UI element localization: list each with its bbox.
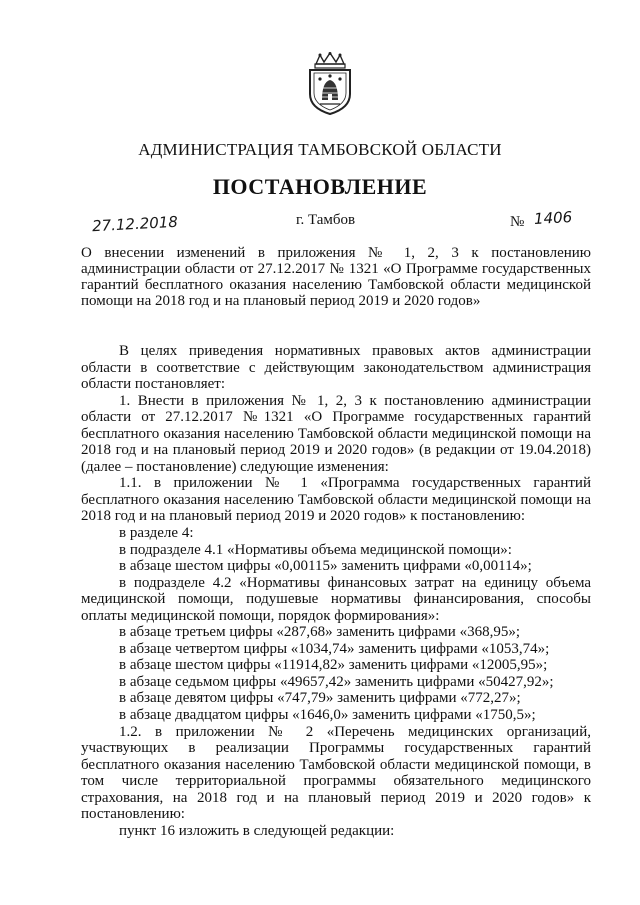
document-subject: О внесении изменений в приложения № 1, 2, 3 к постановлению администрации области от 27.12.2017 № 1321 «О Программе государственных гарантий бесплатного оказания населению Тамбовской области медицинской помощи на 2018 год и на плановый период 2019 и 2020 годов»: [81, 245, 591, 309]
point-16-line: пункт 16 изложить в следующей редакции:: [119, 822, 395, 839]
organization-name: АДМИНИСТРАЦИЯ ТАМБОВСКОЙ ОБЛАСТИ: [138, 140, 502, 159]
item-1-paragraph: 1. Внести в приложения № 1, 2, 3 к постановлению администрации области от 27.12.2017 №1321 «О Программе государственных гарантий бесплатного оказания населению Тамбовской области медицинской помощи на 2018 год и на плановый период 2019 и 2020 годов» (в редакции от 19.04.2018) (далее – постановление) следующие изменения:: [81, 392, 591, 475]
document-type-title: ПОСТАНОВЛЕНИЕ: [212, 174, 428, 199]
number-sign: №: [510, 214, 525, 230]
amend-paragraph-6b: в абзаце шестом цифры «11914,82» заменить цифрами «12005,95»;: [119, 657, 548, 674]
amend-paragraph-9: в абзаце девятом цифры «747,79» заменить цифрами «772,27»;: [119, 690, 521, 707]
subsection-4-1-line: в подразделе 4.1 «Нормативы объема медицинской помощи»:: [119, 541, 512, 558]
coat-of-arms-emblem: [304, 52, 356, 116]
city-name: г. Тамбов: [296, 212, 356, 228]
section-4-line: в разделе 4:: [119, 525, 194, 542]
amend-paragraph-3: в абзаце третьем цифры «287,68» заменить цифрами «368,95»;: [119, 624, 520, 641]
item-1-2-paragraph: 1.2. в приложении № 2 «Перечень медицинских организаций, участвующих в реализации Программы государственных гарантий бесплатного оказания населению Тамбовской области медицинской помощи, в том числе территориальной программы обязательного медицинского страхования, на 2018 год и на плановый период 2019 и 2020 годов» к постановлению:: [81, 723, 591, 823]
amend-paragraph-20: в абзаце двадцатом цифры «1646,0» заменить цифрами «1750,5»;: [119, 707, 536, 724]
handwritten-date: 27.12.2018: [91, 212, 179, 236]
item-1-1-paragraph: 1.1. в приложении № 1 «Программа государственных гарантий бесплатного оказания населению Тамбовской области медицинской помощи на 2018 год и на плановый период 2019 и 2020 годов» к постановлению:: [81, 475, 591, 525]
subsection-4-2-paragraph: в подразделе 4.2 «Нормативы финансовых затрат на единицу объема медицинской помощи, подушевые нормативы финансирования, способы оплаты медицинской помощи, порядок формирования»:: [81, 574, 591, 624]
document-body: [81, 343, 591, 839]
amend-paragraph-7: в абзаце седьмом цифры «49657,42» заменить цифрами «50427,92»;: [119, 673, 554, 690]
amend-paragraph-4: в абзаце четвертом цифры «1034,74» заменить цифрами «1053,74»;: [119, 640, 550, 657]
handwritten-number: 1406: [533, 208, 573, 228]
preamble-paragraph: В целях приведения нормативных правовых актов администрации области в соответствие с действующим законодательством администрация области постановляет:: [81, 343, 591, 393]
amend-paragraph-6a: в абзаце шестом цифры «0,00115» заменить цифрами «0,00114»;: [119, 558, 532, 575]
